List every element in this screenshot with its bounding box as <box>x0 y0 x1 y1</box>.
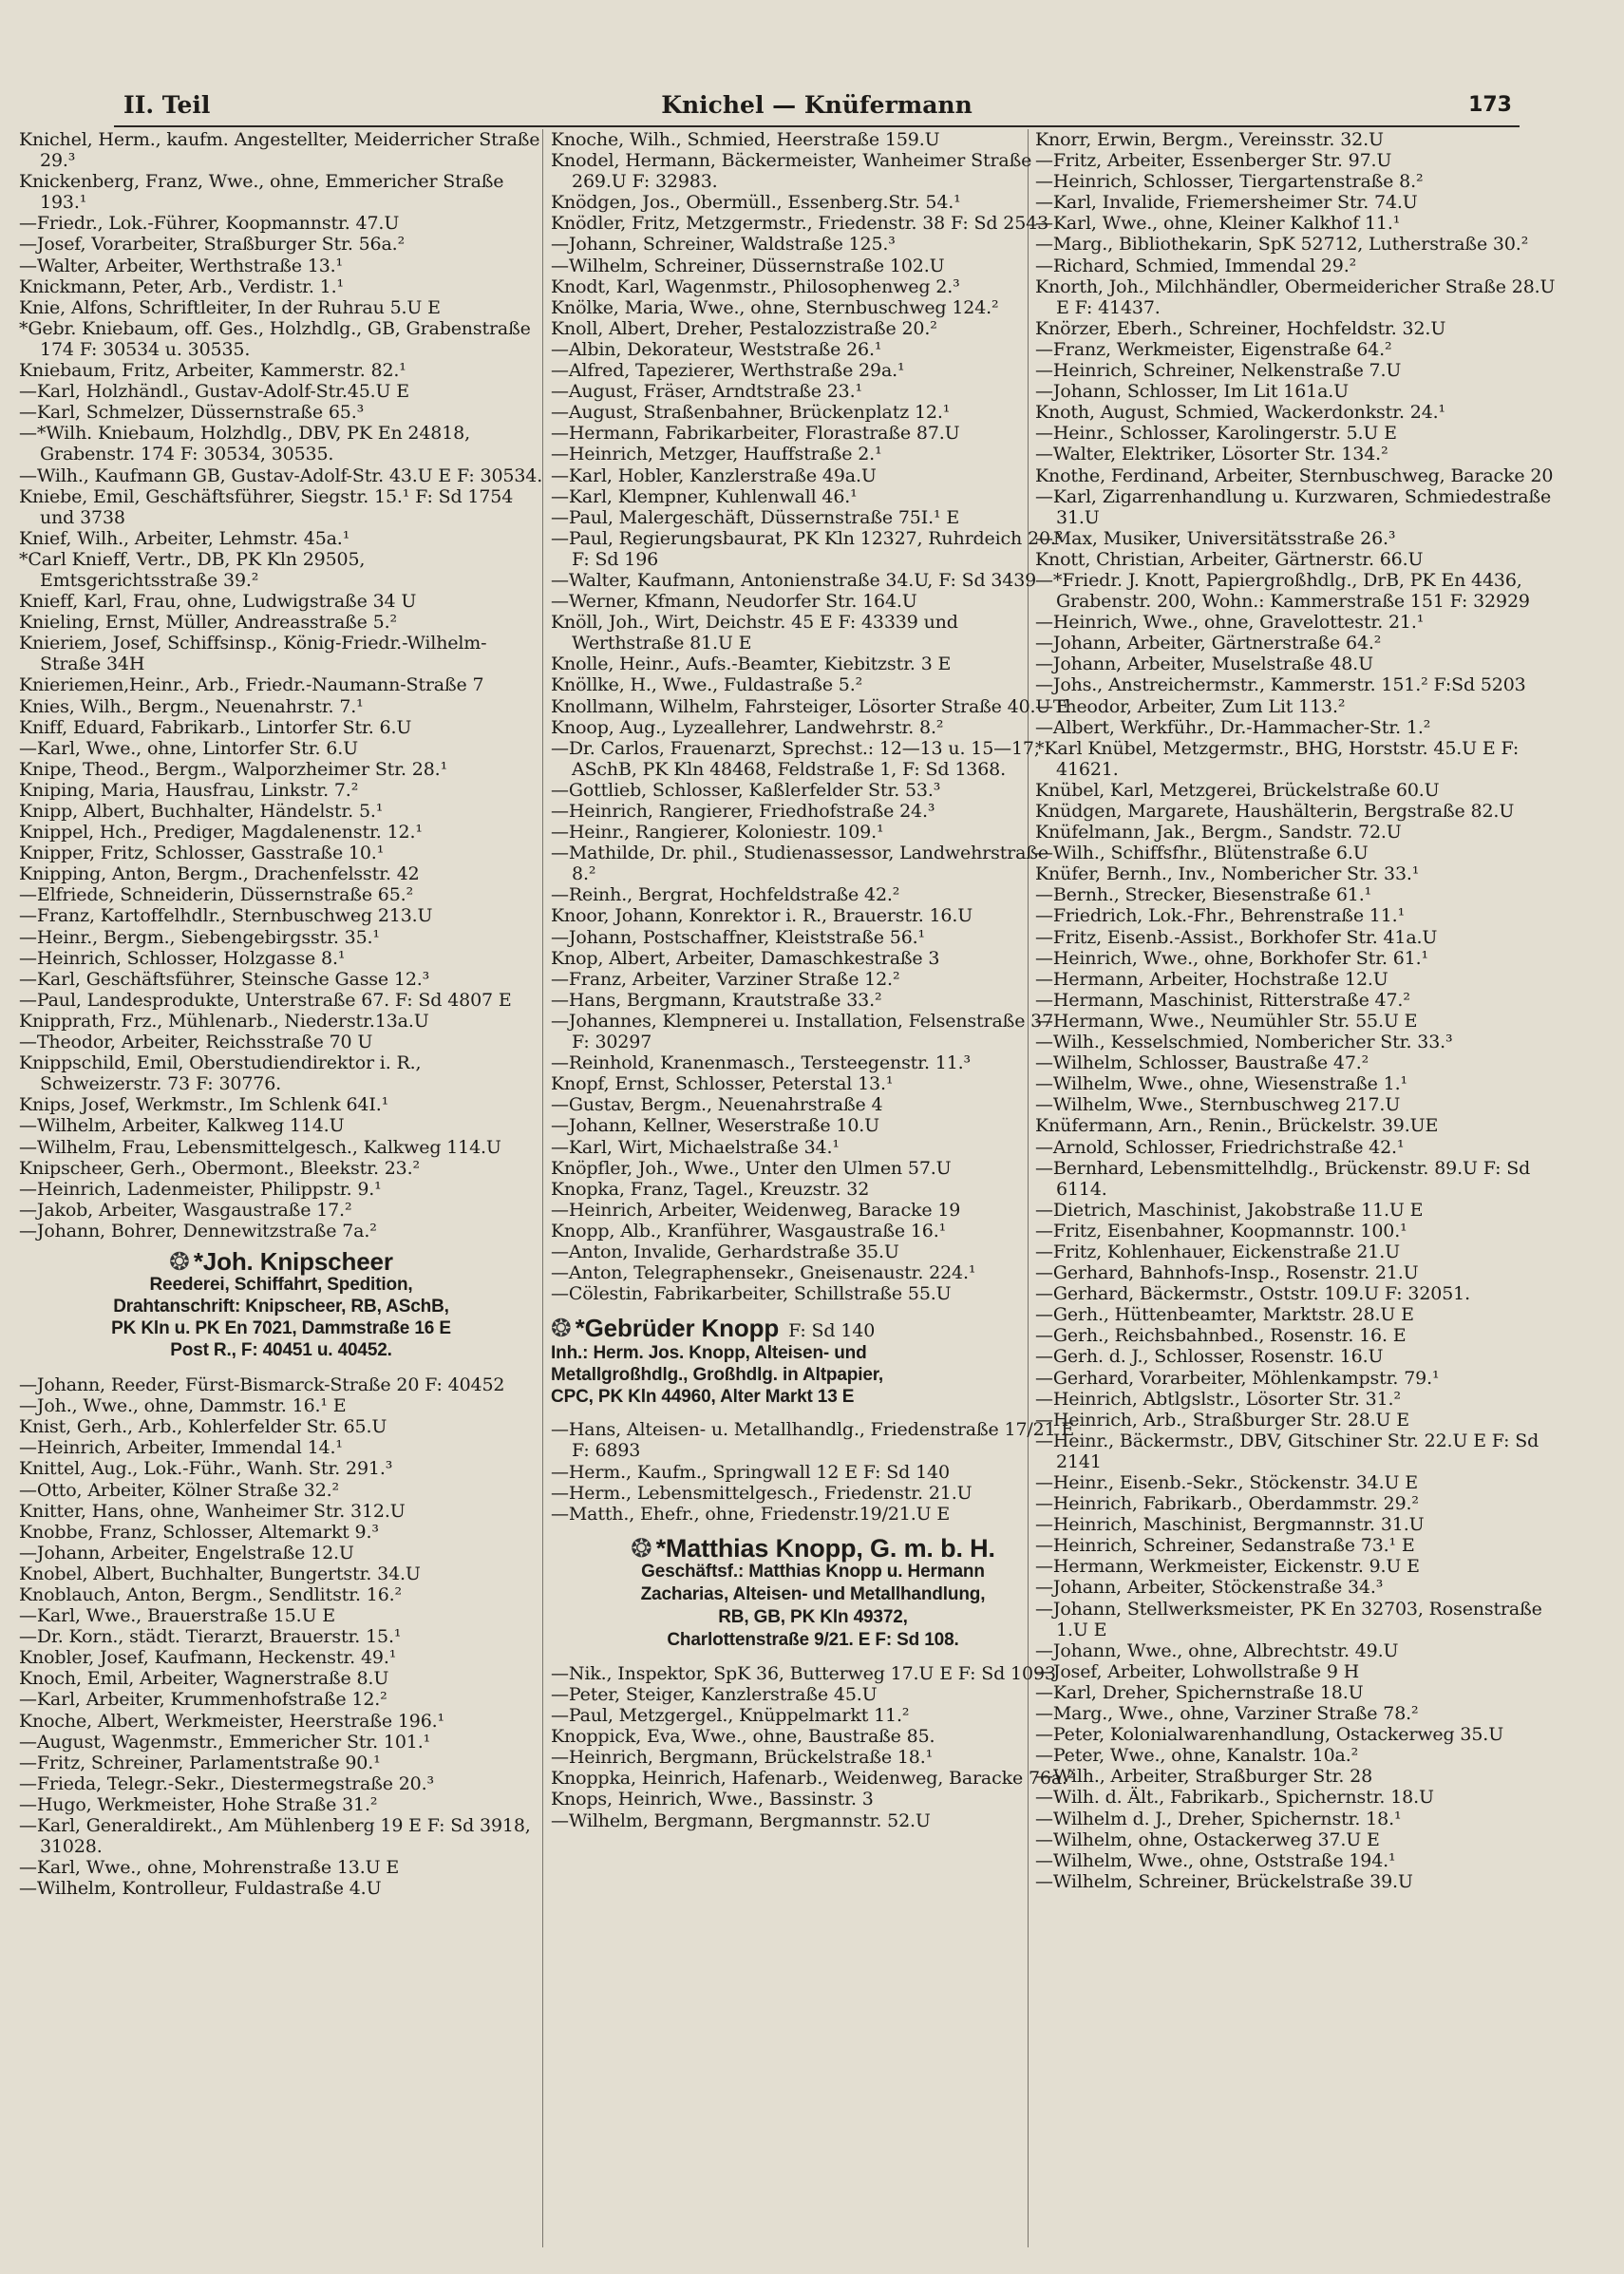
directory-entry: —Wilhelm, Schreiner, Düssernstraße 102.U <box>551 255 945 276</box>
directory-entry: —Peter, Kolonialwarenhandlung, Ostackerweg 35.U <box>1035 1724 1504 1746</box>
directory-entry: Knopf, Ernst, Schlosser, Peterstal 13.¹ <box>551 1073 894 1095</box>
directory-entry: —Hermann, Wwe., Neumühler Str. 55.U E <box>1035 1010 1418 1032</box>
directory-entry: Knipper, Fritz, Schlosser, Gasstraße 10.¹ <box>19 843 385 864</box>
directory-entry: Knieriem, Josef, Schiffsinsp., König-Friedr.-Wilhelm-Straße 34H <box>19 633 487 675</box>
directory-entry: Knothe, Ferdinand, Arbeiter, Sternbuschweg, Baracke 20 <box>1035 464 1554 486</box>
directory-entry: —Albert, Werkführ., Dr.-Hammacher-Str. 1.² <box>1035 716 1431 738</box>
directory-entry: —Karl, Generaldirekt., Am Mühlenberg 19 E F: Sd 3918, 31028. <box>19 1815 531 1858</box>
directory-entry: Knopka, Franz, Tagel., Kreuzstr. 32 <box>551 1178 870 1200</box>
advertisement-title <box>551 1314 875 1342</box>
directory-entry: Kniff, Eduard, Fabrikarb., Lintorfer Str. 6.U <box>19 716 412 738</box>
directory-entry: Kniebe, Emil, Geschäftsführer, Siegstr. 15.¹ F: Sd 1754 und 3738 <box>19 485 514 528</box>
advertisement-line: Geschäftsf.: Matthias Knopp u. Hermann <box>641 1561 985 1582</box>
directory-entry: Knops, Heinrich, Wwe., Bassinstr. 3 <box>551 1789 874 1810</box>
directory-entry: —Karl, Wwe., ohne, Kleiner Kalkhof 11.¹ <box>1035 213 1401 235</box>
directory-entry: Knist, Gerh., Arb., Kohlerfelder Str. 65.U <box>19 1416 387 1438</box>
advertisement <box>19 1246 543 1361</box>
directory-entry: —Fritz, Schreiner, Parlamentstraße 90.¹ <box>19 1752 381 1773</box>
directory-entry: —Fritz, Eisenb.-Assist., Borkhofer Str. 41a.U <box>1035 926 1438 948</box>
directory-entry: Knipscheer, Gerh., Obermont., Bleekstr. 23.² <box>19 1157 420 1179</box>
directory-entry: —Wilh. d. Ält., Fabrikarb., Spichernstr. 18.U <box>1035 1787 1434 1809</box>
directory-entry: Knieling, Ernst, Müller, Andreasstraße 5.² <box>19 612 397 634</box>
directory-entry: —Max, Musiker, Universitätsstraße 26.³ <box>1035 527 1396 549</box>
directory-entry: —Josef, Arbeiter, Lohwollstraße 9 H <box>1035 1660 1360 1682</box>
directory-entry: —Richard, Schmied, Immendal 29.² <box>1035 255 1357 276</box>
directory-entry: —Wilh., Kesselschmied, Nombericher Str. 33.³ <box>1035 1032 1453 1053</box>
directory-entry: —Heinrich, Schreiner, Nelkenstraße 7.U <box>1035 360 1402 382</box>
directory-entry: —Marg., Wwe., ohne, Varziner Straße 78.² <box>1035 1703 1419 1725</box>
directory-entry: Knoche, Wilh., Schmied, Heerstraße 159.U <box>551 129 940 150</box>
directory-entry: —Heinrich, Ladenmeister, Philippstr. 9.¹ <box>19 1178 382 1200</box>
directory-entry: —Peter, Steiger, Kanzlerstraße 45.U <box>551 1684 878 1705</box>
directory-entry: —Fritz, Arbeiter, Essenberger Str. 97.U <box>1035 150 1392 172</box>
directory-entry: —Jakob, Arbeiter, Wasgaustraße 17.² <box>19 1199 352 1221</box>
directory-entry: —Peter, Wwe., ohne, Kanalstr. 10a.² <box>1035 1745 1359 1767</box>
directory-entry: —Gustav, Bergm., Neuenahrstraße 4 <box>551 1094 883 1116</box>
directory-entry: —Johann, Wwe., ohne, Albrechtstr. 49.U <box>1035 1639 1399 1661</box>
directory-entry: Knop, Albert, Arbeiter, Damaschkestraße 3 <box>551 947 940 969</box>
directory-entry: Knoop, Aug., Lyzeallehrer, Landwehrstr. 8.² <box>551 716 944 738</box>
directory-entry: —Johann, Stellwerksmeister, PK En 32703, Rosenstraße 1.U E <box>1035 1598 1542 1640</box>
telephone-icon: ❂ <box>631 1533 652 1563</box>
directory-entry: —Wilhelm, Frau, Lebensmittelgesch., Kalkweg 114.U <box>19 1136 501 1158</box>
directory-entry: —Wilh., Schiffsfhr., Blütenstraße 6.U <box>1035 843 1369 864</box>
directory-entry: —Johann, Arbeiter, Engelstraße 12.U <box>19 1542 354 1563</box>
directory-entry: Knoor, Johann, Konrektor i. R., Brauerstr. 16.U <box>551 905 973 927</box>
directory-entry: —Bernhard, Lebensmittelhdlg., Brückenstr. 89.U F: Sd 6114. <box>1035 1157 1531 1200</box>
directory-entry: Knöll, Joh., Wirt, Deichstr. 45 E F: 43339 und Werthstraße 81.U E <box>551 612 958 654</box>
directory-entry: —Walter, Kaufmann, Antonienstraße 34.U, F: Sd 3439 <box>551 569 1037 591</box>
directory-entry: Knollmann, Wilhelm, Fahrsteiger, Lösorter Straße 40.U E <box>551 695 1069 717</box>
directory-entry: —Heinrich, Rangierer, Friedhofstraße 24.³ <box>551 801 935 822</box>
directory-entry: —Heinrich, Arbeiter, Weidenweg, Baracke 19 <box>551 1199 961 1221</box>
directory-entry: Knüfelmann, Jak., Bergm., Sandstr. 72.U <box>1035 822 1402 843</box>
directory-entry: —Heinrich, Metzger, Hauffstraße 2.¹ <box>551 444 882 465</box>
page-number: 173 <box>1468 93 1512 117</box>
advertisement-line: Inh.: Herm. Jos. Knopp, Alteisen- und <box>551 1343 867 1364</box>
directory-entry: —Wilh., Arbeiter, Straßburger Str. 28 <box>1035 1766 1373 1788</box>
directory-entry: —August, Wagenmstr., Emmericher Str. 101.¹ <box>19 1731 431 1753</box>
directory-entry: —Dr. Carlos, Frauenarzt, Sprechst.: 12—13 u. 15—17, ASchB, PK Kln 48468, Feldstraße 1, F: Sd 1368. <box>551 737 1040 780</box>
directory-entry: Knorth, Joh., Milchhändler, Obermeidericher Straße 28.U E F: 41437. <box>1035 275 1556 318</box>
directory-entry: —Karl, Hobler, Kanzlerstraße 49a.U <box>551 464 877 486</box>
directory-entry: —Wilhelm, Arbeiter, Kalkweg 114.U <box>19 1115 345 1137</box>
telephone-icon: ❂ <box>169 1246 190 1276</box>
directory-entry: —Wilhelm, Wwe., ohne, Oststraße 194.¹ <box>1035 1849 1396 1871</box>
advertisement-line: CPC, PK Kln 44960, Alter Markt 13 E <box>551 1387 855 1408</box>
directory-entry: —Frieda, Telegr.-Sekr., Diestermegstraße 20.³ <box>19 1772 434 1794</box>
directory-entry: Knittel, Aug., Lok.-Führ., Wanh. Str. 291.³ <box>19 1458 393 1480</box>
directory-entry: —Theodor, Arbeiter, Reichsstraße 70 U <box>19 1032 373 1053</box>
directory-entry: —*Friedr. J. Knott, Papiergroßhdlg., DrB, PK En 4436, Grabenstr. 200, Wohn.: Kammerstraße 151 F: 32929 <box>1035 569 1530 613</box>
directory-entry: —Karl, Wwe., ohne, Lintorfer Str. 6.U <box>19 737 358 759</box>
directory-entry: —Karl, Invalide, Friemersheimer Str. 74.U <box>1035 192 1418 214</box>
directory-entry: —Karl, Arbeiter, Krummenhofstraße 12.² <box>19 1689 387 1711</box>
directory-entry: —Hugo, Werkmeister, Hohe Straße 31.² <box>19 1793 378 1815</box>
directory-entry: Knips, Josef, Werkmstr., Im Schlenk 64I.¹ <box>19 1094 389 1116</box>
directory-entry: —Johs., Anstreichermstr., Kammerstr. 151.² F:Sd 5203 <box>1035 674 1526 696</box>
directory-entry: —Reinh., Bergrat, Hochfeldstraße 42.² <box>551 884 900 906</box>
directory-entry: Knickenberg, Franz, Wwe., ohne, Emmericher Straße 193.¹ <box>19 171 504 214</box>
advertisement-title <box>19 1246 543 1276</box>
directory-entry: —Bernh., Strecker, Biesenstraße 61.¹ <box>1035 884 1372 906</box>
directory-entry: —Heinr., Bäckermstr., DBV, Gitschiner Str. 22.U E F: Sd 2141 <box>1035 1430 1539 1472</box>
directory-entry: Knolle, Heinr., Aufs.-Beamter, Kiebitzstr. 3 E <box>551 654 952 675</box>
column-2 <box>551 129 1075 2257</box>
directory-entry: Knodel, Hermann, Bäckermeister, Wanheimer Straße 269.U F: 32983. <box>551 150 1032 193</box>
directory-entry: —August, Fräser, Arndtstraße 23.¹ <box>551 381 862 403</box>
directory-entry: —Johann, Bohrer, Dennewitzstraße 7a.² <box>19 1220 377 1241</box>
directory-entry: —Joh., Wwe., ohne, Dammstr. 16.¹ E <box>19 1395 347 1417</box>
page-range-title: Knichel — Knüfermann <box>661 91 973 119</box>
directory-entry: —Anton, Invalide, Gerhardstraße 35.U <box>551 1241 899 1262</box>
directory-entry: —Karl, Geschäftsführer, Steinsche Gasse 12.³ <box>19 968 430 990</box>
directory-entry: —Johann, Schreiner, Waldstraße 125.³ <box>551 234 896 256</box>
directory-entry: Knöpfler, Joh., Wwe., Unter den Ulmen 57.U <box>551 1157 952 1179</box>
directory-entry: Knübel, Karl, Metzgerei, Brückelstraße 60.U <box>1035 779 1440 801</box>
advertisement-line: RB, GB, PK Kln 49372, <box>718 1606 908 1627</box>
directory-entry: —Heinr., Schlosser, Karolingerstr. 5.U E <box>1035 423 1397 445</box>
directory-entry: —Friedrich, Lok.-Fhr., Behrenstraße 11.¹ <box>1035 905 1406 927</box>
directory-entry: Knöllke, H., Wwe., Fuldastraße 5.² <box>551 674 863 696</box>
directory-entry: —Gottlieb, Schlosser, Kaßlerfelder Str. 53.³ <box>551 779 941 801</box>
directory-entry: Knödgen, Jos., Obermüll., Essenberg.Str. 54.¹ <box>551 192 961 214</box>
directory-entry: Knickmann, Peter, Arb., Verdistr. 1.¹ <box>19 275 344 297</box>
directory-entry: —Paul, Metzgergel., Knüppelmarkt 11.² <box>551 1705 910 1727</box>
directory-entry: —Karl, Schmelzer, Düssernstraße 65.³ <box>19 402 365 424</box>
directory-entry: Knoch, Emil, Arbeiter, Wagnerstraße 8.U <box>19 1668 389 1690</box>
directory-entry: Knief, Wilh., Arbeiter, Lehmstr. 45a.¹ <box>19 527 350 549</box>
directory-entry: —Gerh., Reichsbahnbed., Rosenstr. 16. E <box>1035 1325 1407 1347</box>
directory-entry: Knipp, Albert, Buchhalter, Händelstr. 5.¹ <box>19 801 384 822</box>
directory-entry: —Karl, Holzhändl., Gustav-Adolf-Str.45.U E <box>19 381 409 403</box>
telephone-icon: ❂ <box>551 1314 572 1343</box>
directory-entry: —Karl, Wwe., ohne, Mohrenstraße 13.U E <box>19 1857 400 1879</box>
directory-entry: Kniping, Maria, Hausfrau, Linkstr. 7.² <box>19 779 359 801</box>
directory-entry: —Heinr., Rangierer, Koloniestr. 109.¹ <box>551 822 884 843</box>
directory-entry: —Matth., Ehefr., ohne, Friedenstr.19/21.U E <box>551 1503 951 1525</box>
advertisement-line: Drahtanschrift: Knipscheer, RB, ASchB, <box>113 1297 449 1317</box>
directory-entry: —Franz, Arbeiter, Varziner Straße 12.² <box>551 968 900 990</box>
directory-entry: —Wilhelm, Kontrolleur, Fuldastraße 4.U <box>19 1878 382 1900</box>
directory-entry: —Anton, Telegraphensekr., Gneisenaustr. 224.¹ <box>551 1262 976 1284</box>
directory-entry: Knobbe, Franz, Schlosser, Altemarkt 9.³ <box>19 1521 379 1543</box>
directory-entry: —Werner, Kfmann, Neudorfer Str. 164.U <box>551 591 917 613</box>
directory-entry: —Johann, Kellner, Weserstraße 10.U <box>551 1115 880 1137</box>
directory-entry: —Paul, Malergeschäft, Düssernstraße 75I.¹ E <box>551 506 960 528</box>
directory-entry: —Gerh., Hüttenbeamter, Marktstr. 28.U E <box>1035 1304 1414 1326</box>
directory-entry: —Franz, Werkmeister, Eigenstraße 64.² <box>1035 338 1392 360</box>
advertisement-line: Post R., F: 40451 u. 40452. <box>170 1340 392 1361</box>
directory-entry: Knopp, Alb., Kranführer, Wasgaustraße 16.¹ <box>551 1220 947 1241</box>
directory-entry: —Wilh., Kaufmann GB, Gustav-Adolf-Str. 43.U E F: 30534. <box>19 464 543 486</box>
directory-entry: Knieff, Karl, Frau, ohne, Ludwigstraße 34 U <box>19 591 417 613</box>
column-3 <box>1035 129 1559 2257</box>
directory-entry: —Wilhelm, Wwe., ohne, Wiesenstraße 1.¹ <box>1035 1073 1407 1095</box>
directory-entry: Knoth, August, Schmied, Wackerdonkstr. 24.¹ <box>1035 402 1445 424</box>
directory-entry: Knüfer, Bernh., Inv., Nombericher Str. 33.¹ <box>1035 863 1420 885</box>
directory-entry: —Heinr., Eisenb.-Sekr., Stöckenstr. 34.U E <box>1035 1472 1418 1493</box>
advertisement-line: Zacharias, Alteisen- und Metallhandlung, <box>640 1583 986 1604</box>
directory-entry: —Heinrich, Schreiner, Sedanstraße 73.¹ E <box>1035 1535 1415 1557</box>
directory-entry: —Hermann, Werkmeister, Eickenstr. 9.U E <box>1035 1556 1420 1578</box>
directory-entry: —Heinrich, Schlosser, Holzgasse 8.¹ <box>19 947 346 969</box>
directory-entry: —Gerh. d. J., Schlosser, Rosenstr. 16.U <box>1035 1346 1384 1368</box>
directory-entry: —Johann, Postschaffner, Kleiststraße 56.¹ <box>551 926 926 948</box>
directory-entry: —Paul, Regierungsbaurat, PK Kln 12327, Ruhrdeich 20.² F: Sd 196 <box>551 527 1064 570</box>
directory-entry: —Hermann, Fabrikarbeiter, Florastraße 87.U <box>551 423 960 445</box>
directory-entry: Knölke, Maria, Wwe., ohne, Sternbuschweg 124.² <box>551 296 999 318</box>
directory-entry: Kniebaum, Fritz, Arbeiter, Kammerstr. 82.¹ <box>19 360 406 382</box>
directory-entry: —Alfred, Tapezierer, Werthstraße 29a.¹ <box>551 360 905 382</box>
directory-entry: —Karl, Klempner, Kuhlenwall 46.¹ <box>551 485 858 507</box>
directory-entry: Knie, Alfons, Schriftleiter, In der Ruhrau 5.U E <box>19 296 441 318</box>
column-1 <box>19 129 543 2257</box>
directory-entry: Knott, Christian, Arbeiter, Gärtnerstr. 66.U <box>1035 548 1424 570</box>
directory-entry: —Otto, Arbeiter, Kölner Straße 32.² <box>19 1479 340 1501</box>
directory-entry: —Dr. Korn., städt. Tierarzt, Brauerstr. 15.¹ <box>19 1626 402 1648</box>
directory-entry: —Wilhelm, Schreiner, Brückelstraße 39.U <box>1035 1870 1413 1892</box>
directory-entry: —Heinrich, Schlosser, Tiergartenstraße 8.² <box>1035 171 1424 193</box>
directory-entry: —Arnold, Schlosser, Friedrichstraße 42.¹ <box>1035 1136 1405 1158</box>
advertisement-line: Reederei, Schiffahrt, Spedition, <box>149 1275 413 1296</box>
directory-entry: —Theodor, Arbeiter, Zum Lit 113.² <box>1035 695 1346 717</box>
advertisement <box>551 1314 1075 1408</box>
directory-entry: —Karl, Dreher, Spichernstraße 18.U <box>1035 1681 1364 1703</box>
directory-entry: Knipprath, Frz., Mühlenarb., Niederstr.13a.U <box>19 1010 429 1032</box>
directory-entry: —Heinr., Bergm., Siebengebirgsstr. 35.¹ <box>19 926 380 948</box>
directory-entry: —Heinrich, Wwe., ohne, Gravelottestr. 21.¹ <box>1035 612 1425 634</box>
directory-entry: Knoppick, Eva, Wwe., ohne, Baustraße 85. <box>551 1726 935 1748</box>
directory-entry: Knoblauch, Anton, Bergm., Sendlitstr. 16.² <box>19 1584 403 1605</box>
directory-entry: —Albin, Dekorateur, Weststraße 26.¹ <box>551 338 882 360</box>
directory-entry: —Herm., Lebensmittelgesch., Friedenstr. 21.U <box>551 1482 973 1504</box>
directory-entry: Knobel, Albert, Buchhalter, Bungertstr. 34.U <box>19 1563 421 1584</box>
directory-entry: —Johann, Schlosser, Im Lit 161a.U <box>1035 381 1350 403</box>
directory-entry: —Friedr., Lok.-Führer, Koopmannstr. 47.U <box>19 213 400 235</box>
advertisement-line: Charlottenstraße 9/21. E F: Sd 108. <box>667 1629 959 1650</box>
advertisement-line: Metallgroßhdlg., Großhdlg. in Altpapier, <box>551 1365 884 1386</box>
directory-entry: *Karl Knübel, Metzgermstr., BHG, Horststr. 45.U E F: 41621. <box>1035 737 1520 780</box>
directory-entry: —Fritz, Kohlenhauer, Eickenstraße 21.U <box>1035 1241 1400 1262</box>
directory-entry: Knichel, Herm., kaufm. Angestellter, Meiderricher Straße 29.³ <box>19 129 540 172</box>
advertisement <box>551 1533 1075 1652</box>
directory-entry: Knoppka, Heinrich, Hafenarb., Weidenweg, Baracke 76a.² <box>551 1768 1075 1790</box>
directory-entry: —Hans, Alteisen- u. Metallhandlg., Friedenstraße 17/21 E F: 6893 <box>551 1419 1075 1462</box>
directory-entry: —Gerhard, Bahnhofs-Insp., Rosenstr. 21.U <box>1035 1262 1419 1284</box>
advertisement-phone: F: Sd 140 <box>788 1320 876 1342</box>
directory-entry: —Hermann, Maschinist, Ritterstraße 47.² <box>1035 989 1410 1011</box>
advertisement-name: *Joh. Knipscheer <box>193 1246 393 1276</box>
directory-entry: —Wilhelm, Bergmann, Bergmannstr. 52.U <box>551 1810 931 1831</box>
directory-entry: —*Wilh. Kniebaum, Holzhdlg., DBV, PK En 24818, Grabenstr. 174 F: 30534, 30535. <box>19 423 471 465</box>
directory-entry: Knoll, Albert, Dreher, Pestalozzistraße 20.² <box>551 317 937 339</box>
directory-entry: —August, Straßenbahner, Brückenplatz 12.¹ <box>551 402 951 424</box>
directory-entry: —Johann, Arbeiter, Gärtnerstraße 64.² <box>1035 633 1382 654</box>
directory-entry: Knipping, Anton, Bergm., Drachenfelsstr. 42 <box>19 863 420 885</box>
directory-entry: —Karl, Wirt, Michaelstraße 34.¹ <box>551 1136 840 1158</box>
directory-entry: —Johannes, Klempnerei u. Installation, Felsenstraße 37 F: 30297 <box>551 1010 1054 1053</box>
directory-entry: —Mathilde, Dr. phil., Studienassessor, Landwehrstraße 8.² <box>551 843 1048 885</box>
advertisement-line: PK Kln u. PK En 7021, Dammstraße 16 E <box>111 1318 451 1339</box>
directory-entry: —Reinhold, Kranenmasch., Tersteegenstr. 11.³ <box>551 1052 972 1074</box>
directory-entry: —Herm., Kaufm., Springwall 12 E F: Sd 140 <box>551 1461 950 1483</box>
directory-entry: —Heinrich, Wwe., ohne, Borkhofer Str. 61.¹ <box>1035 947 1428 969</box>
directory-entry: Knobler, Josef, Kaufmann, Heckenstr. 49.¹ <box>19 1647 397 1669</box>
advertisement-name: *Matthias Knopp, G. m. b. H. <box>655 1533 995 1563</box>
directory-entry: —Heinrich, Maschinist, Bergmannstr. 31.U <box>1035 1514 1425 1536</box>
directory-entry: —Dietrich, Maschinist, Jakobstraße 11.U E <box>1035 1199 1424 1221</box>
directory-entry: Knörzer, Eberh., Schreiner, Hochfeldstr. 32.U <box>1035 317 1446 339</box>
directory-entry: *Gebr. Kniebaum, off. Ges., Holzhdlg., GB, Grabenstraße 174 F: 30534 u. 30535. <box>19 317 531 360</box>
directory-entry: Knitter, Hans, ohne, Wanheimer Str. 312.U <box>19 1500 406 1522</box>
directory-entry: —Nik., Inspektor, SpK 36, Butterweg 17.U E F: Sd 1093 <box>551 1662 1056 1684</box>
directory-entry: Knieriemen,Heinr., Arb., Friedr.-Naumann-Straße 7 <box>19 674 484 696</box>
directory-entry: —Marg., Bibliothekarin, SpK 52712, Lutherstraße 30.² <box>1035 234 1529 256</box>
directory-entry: —Johann, Arbeiter, Stöckenstraße 34.³ <box>1035 1577 1384 1599</box>
directory-entry: —Karl, Zigarrenhandlung u. Kurzwaren, Schmiedestraße 31.U <box>1035 485 1552 528</box>
directory-entry: —Paul, Landesprodukte, Unterstraße 67. F: Sd 4807 E <box>19 989 512 1011</box>
directory-entry: —Heinrich, Fabrikarb., Oberdammstr. 29.² <box>1035 1493 1419 1515</box>
directory-entry: —Wilhelm d. J., Dreher, Spichernstr. 18.¹ <box>1035 1808 1402 1829</box>
directory-entry: —Johann, Reeder, Fürst-Bismarck-Straße 20 F: 40452 <box>19 1374 505 1396</box>
directory-entry: —Walter, Arbeiter, Werthstraße 13.¹ <box>19 255 344 276</box>
advertisement-title <box>551 1533 1075 1563</box>
directory-entry: —Heinrich, Arb., Straßburger Str. 28.U E <box>1035 1409 1409 1431</box>
directory-entry: —Franz, Kartoffelhdlr., Sternbuschweg 213.U <box>19 905 433 927</box>
directory-entry: —Josef, Vorarbeiter, Straßburger Str. 56a.² <box>19 234 406 256</box>
section-label: II. Teil <box>123 91 211 119</box>
directory-entry: —Gerhard, Vorarbeiter, Möhlenkampstr. 79.¹ <box>1035 1367 1440 1389</box>
directory-entry: —Wilhelm, Schlosser, Baustraße 47.² <box>1035 1052 1369 1074</box>
directory-entry: —Elfriede, Schneiderin, Düssernstraße 65.² <box>19 884 414 906</box>
directory-entry: Knorr, Erwin, Bergm., Vereinsstr. 32.U <box>1035 129 1384 150</box>
directory-entry: —Gerhard, Bäckermstr., Oststr. 109.U F: 32051. <box>1035 1283 1470 1305</box>
directory-entry: Knippel, Hch., Prediger, Magdalenenstr. 12.¹ <box>19 822 423 843</box>
directory-entry: Knippschild, Emil, Oberstudiendirektor i. R., Schweizerstr. 73 F: 30776. <box>19 1052 422 1095</box>
directory-entry: —Wilhelm, Wwe., Sternbuschweg 217.U <box>1035 1094 1401 1116</box>
directory-entry: —Heinrich, Bergmann, Brückelstraße 18.¹ <box>551 1747 934 1769</box>
directory-entry: —Hans, Bergmann, Krautstraße 33.² <box>551 989 882 1011</box>
advertisement-name: *Gebrüder Knopp <box>575 1314 780 1343</box>
directory-entry: —Heinrich, Arbeiter, Immendal 14.¹ <box>19 1437 343 1459</box>
directory-entry: Knödler, Fritz, Metzgermstr., Friedenstr. 38 F: Sd 2543 <box>551 213 1049 235</box>
directory-entry: —Heinrich, Abtlgslstr., Lösorter Str. 31.² <box>1035 1388 1401 1410</box>
directory-entry: Knipe, Theod., Bergm., Walporzheimer Str. 28.¹ <box>19 758 448 780</box>
directory-entry: —Walter, Elektriker, Lösorter Str. 134.² <box>1035 444 1388 465</box>
directory-entry: —Fritz, Eisenbahner, Koopmannstr. 100.¹ <box>1035 1220 1407 1241</box>
directory-entry: Knoche, Albert, Werkmeister, Heerstraße 196.¹ <box>19 1710 445 1732</box>
directory-entry: *Carl Knieff, Vertr., DB, PK Kln 29505, Emtsgerichtsstraße 39.² <box>19 548 366 591</box>
directory-entry: Knies, Wilh., Bergm., Neuenahrstr. 7.¹ <box>19 695 364 717</box>
directory-entry: Knüdgen, Margarete, Haushälterin, Bergstraße 82.U <box>1035 801 1515 822</box>
page-header <box>114 87 1520 127</box>
directory-entry: —Cölestin, Fabrikarbeiter, Schillstraße 55.U <box>551 1283 952 1305</box>
directory-entry: —Karl, Wwe., Brauerstraße 15.U E <box>19 1605 335 1627</box>
directory-entry: —Johann, Arbeiter, Muselstraße 48.U <box>1035 654 1373 675</box>
directory-entry: —Wilhelm, ohne, Ostackerweg 37.U E <box>1035 1829 1380 1850</box>
directory-entry: —Hermann, Arbeiter, Hochstraße 12.U <box>1035 968 1388 990</box>
directory-entry: Knodt, Karl, Wagenmstr., Philosophenweg 2.³ <box>551 275 960 297</box>
directory-entry: Knüfermann, Arn., Renin., Brückelstr. 39.UE <box>1035 1115 1439 1137</box>
